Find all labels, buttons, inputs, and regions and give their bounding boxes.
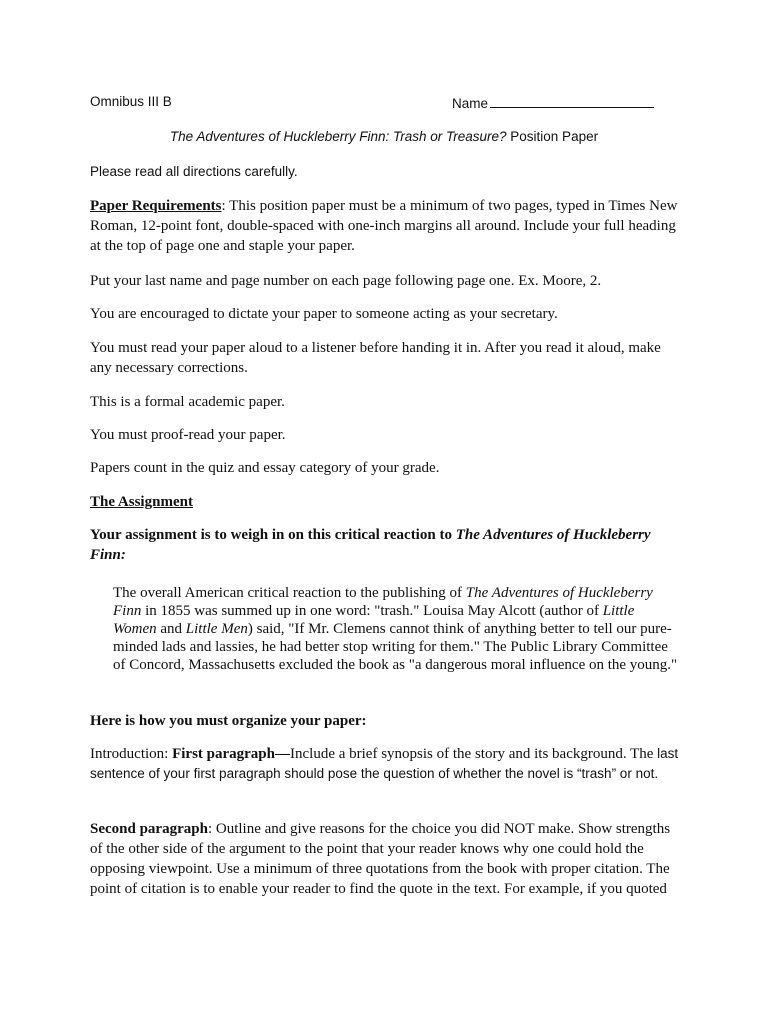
- organize-heading: Here is how you must organize your paper:: [90, 713, 367, 729]
- introduction-paragraph: Introduction: First paragraph—Include a brief synopsis of the story and its background. The last sentence of your first paragraph should pose the question of whether the novel is “trash” or not.: [90, 746, 679, 781]
- rule-item: Put your last name and page number on each page following page one. Ex. Moore, 2.: [90, 273, 602, 289]
- assignment-heading: The Assignment: [90, 494, 193, 510]
- directions-text: Please read all directions carefully.: [90, 164, 298, 179]
- header-row: [90, 94, 670, 112]
- second-paragraph: Second paragraph: Outline and give reasons for the choice you did NOT make. Show strengths of the other side of the argument to the point that your reader knows why one could hold the opposing viewpoint. Use a minimum of three quotations from the book with proper citation. The point of citation is to enable your reader to find the quote in the text. For example, if you quoted: [90, 821, 671, 897]
- name-field: [452, 94, 654, 111]
- paper-requirements-text: : This position paper must be a minimum of two pages, typed in Times New Roman, 12-point font, double-spaced with one-inch margins all around. Include your full heading at the top of page one and staple your paper.: [90, 198, 678, 254]
- assignment-prompt-bold: Your assignment is to weigh in on this critical reaction to: [90, 527, 456, 543]
- critical-reaction-quote: The overall American critical reaction to the publishing of The Adventures of Huckleberry Finn in 1855 was summed up in one word: "trash." Louisa May Alcott (author of Little Women and Little Men) said, "If Mr. Clemens cannot think of anything better to tell our pure-minded lads and lassies, he had better stop writing for them." The Public Library Committee of Concord, Massachusetts excluded the book as "a dangerous moral influence on the young.": [113, 585, 678, 673]
- assignment-prompt-italic: The Adventures of Huckleberry Finn:: [90, 527, 651, 563]
- rule-item: You are encouraged to dictate your paper to someone acting as your secretary.: [90, 306, 558, 322]
- name-label: Name: [452, 96, 489, 111]
- rule-item: You must proof-read your paper.: [90, 427, 286, 443]
- rule-item: This is a formal academic paper.: [90, 394, 285, 410]
- course-title: Omnibus III B: [90, 94, 172, 109]
- document-title: [0, 129, 768, 144]
- assignment-prompt: [90, 525, 680, 565]
- title-italic: The Adventures of Huckleberry Finn: Trash or Treasure?: [169, 129, 507, 144]
- paper-requirements-paragraph: [90, 196, 680, 256]
- name-blank-line: [490, 94, 654, 108]
- rule-item: Papers count in the quiz and essay category of your grade.: [90, 460, 440, 476]
- title-rest: Position Paper: [506, 129, 599, 144]
- paper-requirements-label: Paper Requirements: [90, 198, 222, 214]
- rule-item: You must read your paper aloud to a listener before handing it in. After you read it aloud, make any necessary corrections.: [90, 340, 661, 376]
